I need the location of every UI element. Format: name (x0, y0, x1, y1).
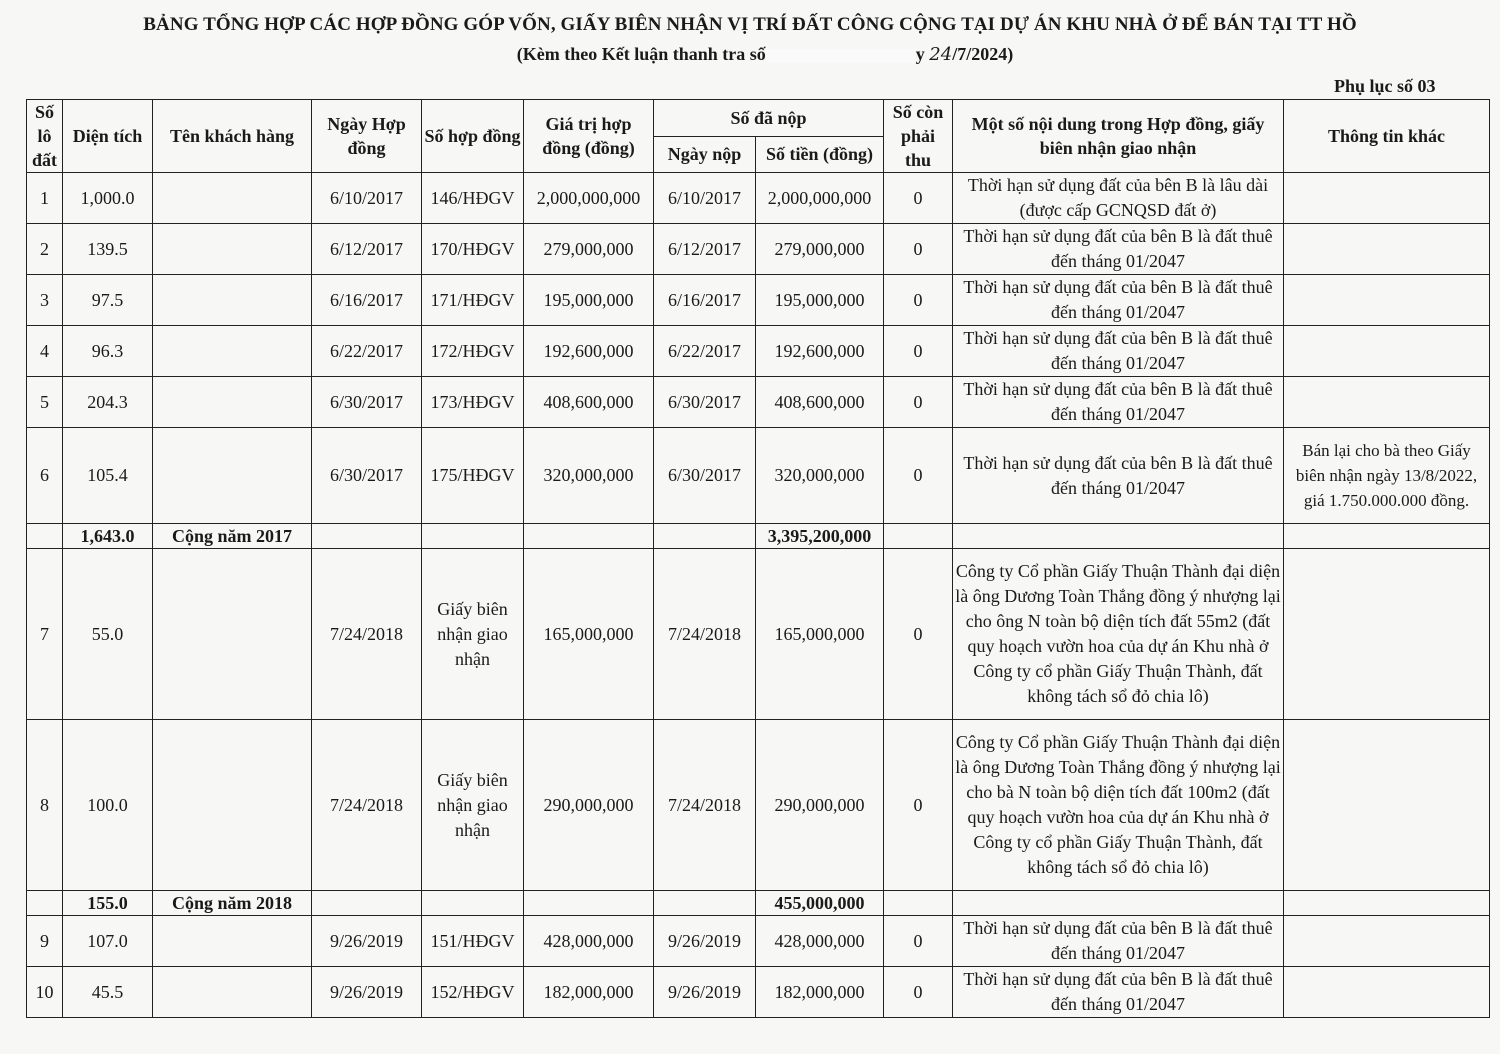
subtitle-mid: y (915, 44, 925, 64)
cell-paid-date: 6/10/2017 (654, 173, 756, 224)
table-row (27, 967, 1490, 1018)
subtitle-suffix: /7/2024) (952, 44, 1014, 64)
col-other: Thông tin khác (1284, 100, 1490, 173)
cell-value: 192,600,000 (524, 326, 654, 377)
cell-contract-no: 175/HĐGV (422, 428, 524, 524)
table-row (27, 224, 1490, 275)
col-contract-date: Ngày Hợp đồng (312, 100, 422, 173)
total-paid: 455,000,000 (756, 891, 884, 916)
contracts-table (26, 99, 1490, 1018)
col-paid-date: Ngày nộp (654, 136, 756, 173)
cell-no: 6 (27, 428, 63, 524)
cell-no: 9 (27, 916, 63, 967)
cell-paid: 2,000,000,000 (756, 173, 884, 224)
cell-paid-date: 7/24/2018 (654, 549, 756, 720)
cell-area: 45.5 (63, 967, 153, 1018)
cell-area: 139.5 (63, 224, 153, 275)
cell-content: Thời hạn sử dụng đất của bên B là đất thuê đến tháng 01/2047 (953, 275, 1284, 326)
cell-customer (153, 916, 312, 967)
table-row (27, 173, 1490, 224)
cell-customer (153, 720, 312, 891)
subtitle-prefix: (Kèm theo Kết luận thanh tra số (516, 44, 766, 64)
total-label: Cộng năm 2018 (153, 891, 312, 916)
cell-area: 105.4 (63, 428, 153, 524)
cell-content: Thời hạn sử dụng đất của bên B là đất thuê đến tháng 01/2047 (953, 377, 1284, 428)
cell-no: 4 (27, 326, 63, 377)
cell-paid-date: 6/16/2017 (654, 275, 756, 326)
table-row (27, 377, 1490, 428)
table-row (27, 428, 1490, 524)
cell-contract-no: 151/HĐGV (422, 916, 524, 967)
cell-other: Bán lại cho bà theo Giấy biên nhận ngày 13/8/2022, giá 1.750.000.000 đồng. (1284, 428, 1490, 524)
cell-paid: 428,000,000 (756, 916, 884, 967)
col-contract-no: Số hợp đồng (422, 100, 524, 173)
cell-area: 100.0 (63, 720, 153, 891)
cell-no: 7 (27, 549, 63, 720)
col-remaining: Số còn phải thu (884, 100, 953, 173)
cell-content: Thời hạn sử dụng đất của bên B là đất thuê đến tháng 01/2047 (953, 916, 1284, 967)
cell-content: Thời hạn sử dụng đất của bên B là đất thuê đến tháng 01/2047 (953, 967, 1284, 1018)
appendix-label: Phụ lục số 03 (1334, 76, 1436, 96)
cell-other (1284, 173, 1490, 224)
cell-remaining: 0 (884, 275, 953, 326)
col-contract-value: Giá trị hợp đồng (đồng) (524, 100, 654, 173)
cell-paid-date: 9/26/2019 (654, 916, 756, 967)
cell-content: Thời hạn sử dụng đất của bên B là đất thuê đến tháng 01/2047 (953, 326, 1284, 377)
cell-paid: 320,000,000 (756, 428, 884, 524)
cell-customer (153, 224, 312, 275)
cell-paid-date: 7/24/2018 (654, 720, 756, 891)
cell-value: 428,000,000 (524, 916, 654, 967)
document-title: BẢNG TỔNG HỢP CÁC HỢP ĐỒNG GÓP VỐN, GIẤY BIÊN NHẬN VỊ TRÍ ĐẤT CÔNG CỘNG TẠI DỰ ÁN KHU NHÀ Ở ĐỂ BÁN TẠI TT HỒ (143, 14, 1357, 35)
cell-remaining: 0 (884, 967, 953, 1018)
cell-date: 6/30/2017 (312, 377, 422, 428)
handwritten-day: 24 (929, 44, 953, 65)
cell-date: 7/24/2018 (312, 720, 422, 891)
cell-customer (153, 275, 312, 326)
cell-value: 165,000,000 (524, 549, 654, 720)
cell-value: 182,000,000 (524, 967, 654, 1018)
col-content: Một số nội dung trong Hợp đồng, giấy biên nhận giao nhận (953, 100, 1284, 173)
total-label: Cộng năm 2017 (153, 524, 312, 549)
cell-paid: 279,000,000 (756, 224, 884, 275)
cell-value: 279,000,000 (524, 224, 654, 275)
cell-customer (153, 377, 312, 428)
cell-value: 320,000,000 (524, 428, 654, 524)
cell-date: 6/30/2017 (312, 428, 422, 524)
cell-contract-no: Giấy biên nhận giao nhận (422, 720, 524, 891)
cell-other (1284, 720, 1490, 891)
cell-no: 3 (27, 275, 63, 326)
cell-paid-date: 6/30/2017 (654, 428, 756, 524)
cell-contract-no: 172/HĐGV (422, 326, 524, 377)
cell-area: 55.0 (63, 549, 153, 720)
cell-contract-no: 170/HĐGV (422, 224, 524, 275)
total-paid: 3,395,200,000 (756, 524, 884, 549)
cell-paid: 165,000,000 (756, 549, 884, 720)
cell-paid: 182,000,000 (756, 967, 884, 1018)
cell-remaining: 0 (884, 224, 953, 275)
total-area: 1,643.0 (63, 524, 153, 549)
cell-date: 9/26/2019 (312, 967, 422, 1018)
cell-paid: 408,600,000 (756, 377, 884, 428)
cell-paid: 192,600,000 (756, 326, 884, 377)
total-row-2018 (27, 891, 1490, 916)
table-row (27, 549, 1490, 720)
cell-customer (153, 428, 312, 524)
cell-remaining: 0 (884, 326, 953, 377)
cell-other (1284, 275, 1490, 326)
cell-other (1284, 224, 1490, 275)
cell-content: Công ty Cổ phần Giấy Thuận Thành đại diện là ông Dương Toàn Thắng đồng ý nhượng lại cho ông N toàn bộ diện tích đất 55m2 (đất quy hoạch vườn hoa của dự án Khu nhà ở Công ty cổ phần Giấy Thuận Thành, đất không tách sổ đỏ chia lô) (953, 549, 1284, 720)
cell-contract-no: 146/HĐGV (422, 173, 524, 224)
total-area: 155.0 (63, 891, 153, 916)
col-lot-no: Số lô đất (27, 100, 63, 173)
cell-area: 96.3 (63, 326, 153, 377)
cell-date: 6/22/2017 (312, 326, 422, 377)
col-paid-group: Số đã nộp (654, 100, 884, 137)
cell-customer (153, 549, 312, 720)
cell-area: 204.3 (63, 377, 153, 428)
col-area: Diện tích (63, 100, 153, 173)
cell-customer (153, 173, 312, 224)
cell-remaining: 0 (884, 428, 953, 524)
cell-customer (153, 326, 312, 377)
cell-content: Thời hạn sử dụng đất của bên B là đất thuê đến tháng 01/2047 (953, 428, 1284, 524)
cell-area: 107.0 (63, 916, 153, 967)
table-row (27, 275, 1490, 326)
cell-area: 97.5 (63, 275, 153, 326)
cell-paid-date: 9/26/2019 (654, 967, 756, 1018)
cell-customer (153, 967, 312, 1018)
cell-date: 6/16/2017 (312, 275, 422, 326)
col-paid-amount: Số tiền (đồng) (756, 136, 884, 173)
cell-remaining: 0 (884, 377, 953, 428)
col-customer: Tên khách hàng (153, 100, 312, 173)
cell-other (1284, 916, 1490, 967)
document-subtitle (0, 44, 1500, 65)
total-row-2017 (27, 524, 1490, 549)
cell-contract-no: 152/HĐGV (422, 967, 524, 1018)
cell-remaining: 0 (884, 916, 953, 967)
cell-remaining: 0 (884, 549, 953, 720)
cell-paid-date: 6/22/2017 (654, 326, 756, 377)
cell-no: 2 (27, 224, 63, 275)
cell-contract-no: 173/HĐGV (422, 377, 524, 428)
cell-value: 2,000,000,000 (524, 173, 654, 224)
cell-other (1284, 549, 1490, 720)
cell-other (1284, 967, 1490, 1018)
cell-date: 6/10/2017 (312, 173, 422, 224)
cell-paid: 195,000,000 (756, 275, 884, 326)
cell-paid: 290,000,000 (756, 720, 884, 891)
cell-contract-no: 171/HĐGV (422, 275, 524, 326)
cell-no: 1 (27, 173, 63, 224)
cell-content: Thời hạn sử dụng đất của bên B là lâu dài (được cấp GCNQSD đất ở) (953, 173, 1284, 224)
cell-contract-no: Giấy biên nhận giao nhận (422, 549, 524, 720)
cell-paid-date: 6/30/2017 (654, 377, 756, 428)
table-row (27, 916, 1490, 967)
cell-no: 5 (27, 377, 63, 428)
redacted-text (766, 49, 916, 63)
cell-date: 7/24/2018 (312, 549, 422, 720)
cell-value: 408,600,000 (524, 377, 654, 428)
cell-content: Công ty Cổ phần Giấy Thuận Thành đại diện là ông Dương Toàn Thắng đồng ý nhượng lại cho bà N toàn bộ diện tích đất 100m2 (đất quy hoạch vườn hoa của dự án Khu nhà ở Công ty cổ phần Giấy Thuận Thành, đất không tách sổ đỏ chia lô) (953, 720, 1284, 891)
cell-content: Thời hạn sử dụng đất của bên B là đất thuê đến tháng 01/2047 (953, 224, 1284, 275)
cell-paid-date: 6/12/2017 (654, 224, 756, 275)
table-row (27, 326, 1490, 377)
cell-area: 1,000.0 (63, 173, 153, 224)
cell-date: 6/12/2017 (312, 224, 422, 275)
cell-date: 9/26/2019 (312, 916, 422, 967)
cell-no: 10 (27, 967, 63, 1018)
table-row (27, 720, 1490, 891)
cell-other (1284, 326, 1490, 377)
cell-remaining: 0 (884, 173, 953, 224)
cell-remaining: 0 (884, 720, 953, 891)
cell-no: 8 (27, 720, 63, 891)
cell-value: 290,000,000 (524, 720, 654, 891)
cell-other (1284, 377, 1490, 428)
cell-value: 195,000,000 (524, 275, 654, 326)
